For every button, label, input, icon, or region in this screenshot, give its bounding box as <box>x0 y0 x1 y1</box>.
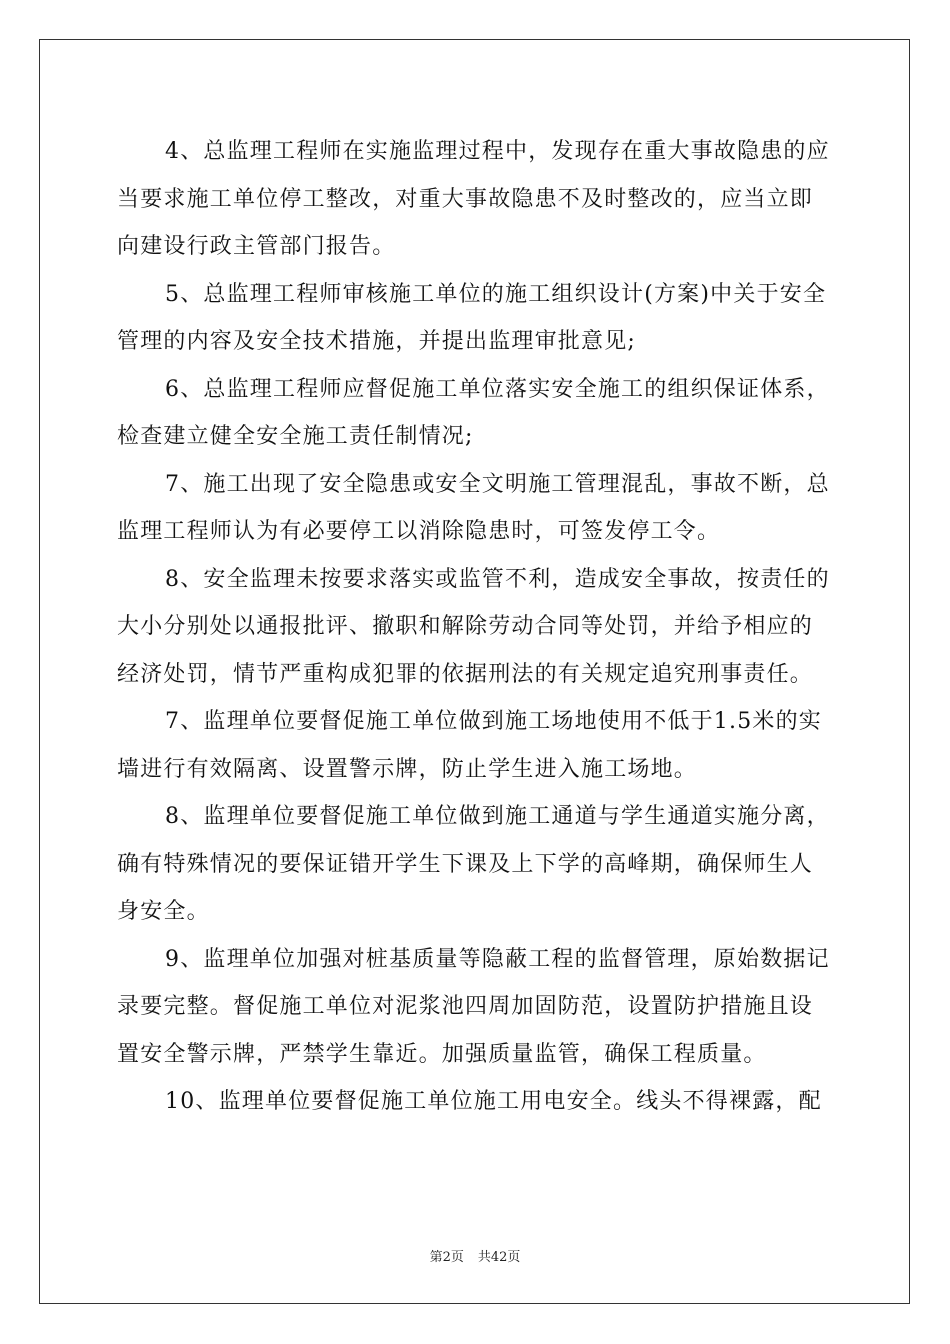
paragraph-1: 4、总监理工程师在实施监理过程中，发现存在重大事故隐患的应当要求施工单位停工整改，对重大事故隐患不及时整改的，应当立即向建设行政主管部门报告。 <box>117 139 830 259</box>
paragraph-6: 7、监理单位要督促施工单位做到施工场地使用不低于1.5米的实墙进行有效隔离、设置警示牌，防止学生进入施工场地。 <box>117 709 822 782</box>
paragraph-4: 7、施工出现了安全隐患或安全文明施工管理混乱，事故不断，总监理工程师认为有必要停工以消除隐患时，可签发停工令。 <box>117 471 830 544</box>
paragraph-8: 9、监理单位加强对桩基质量等隐蔽工程的监督管理，原始数据记录要完整。督促施工单位对泥浆池四周加固防范，设置防护措施且设置安全警示牌，严禁学生靠近。加强质量监管，确保工程质量。 <box>117 946 830 1067</box>
paragraph-3: 6、总监理工程师应督促施工单位落实安全施工的组织保证体系，检查建立健全安全施工责任制情况; <box>117 376 830 449</box>
paragraph-2: 5、总监理工程师审核施工单位的施工组织设计(方案)中关于安全管理的内容及安全技术措施，并提出监理审批意见; <box>117 281 827 354</box>
paragraph-9: 10、监理单位要督促施工单位施工用电安全。线头不得裸露，配 <box>165 1089 822 1114</box>
page-footer <box>0 1246 950 1265</box>
document-body <box>117 128 835 1126</box>
page-number: 第2页 <box>429 1250 464 1265</box>
paragraph-5: 8、安全监理未按要求落实或监管不利，造成安全事故，按责任的大小分别处以通报批评、撤职和解除劳动合同等处罚，并给予相应的经济处罚，情节严重构成犯罪的依据刑法的有关规定追究刑事责任。 <box>117 566 830 687</box>
paragraph-7: 8、监理单位要督促施工单位做到施工通道与学生通道实施分离，确有特殊情况的要保证错开学生下课及上下学的高峰期，确保师生人身安全。 <box>117 804 830 924</box>
page-total: 共42页 <box>477 1250 521 1265</box>
